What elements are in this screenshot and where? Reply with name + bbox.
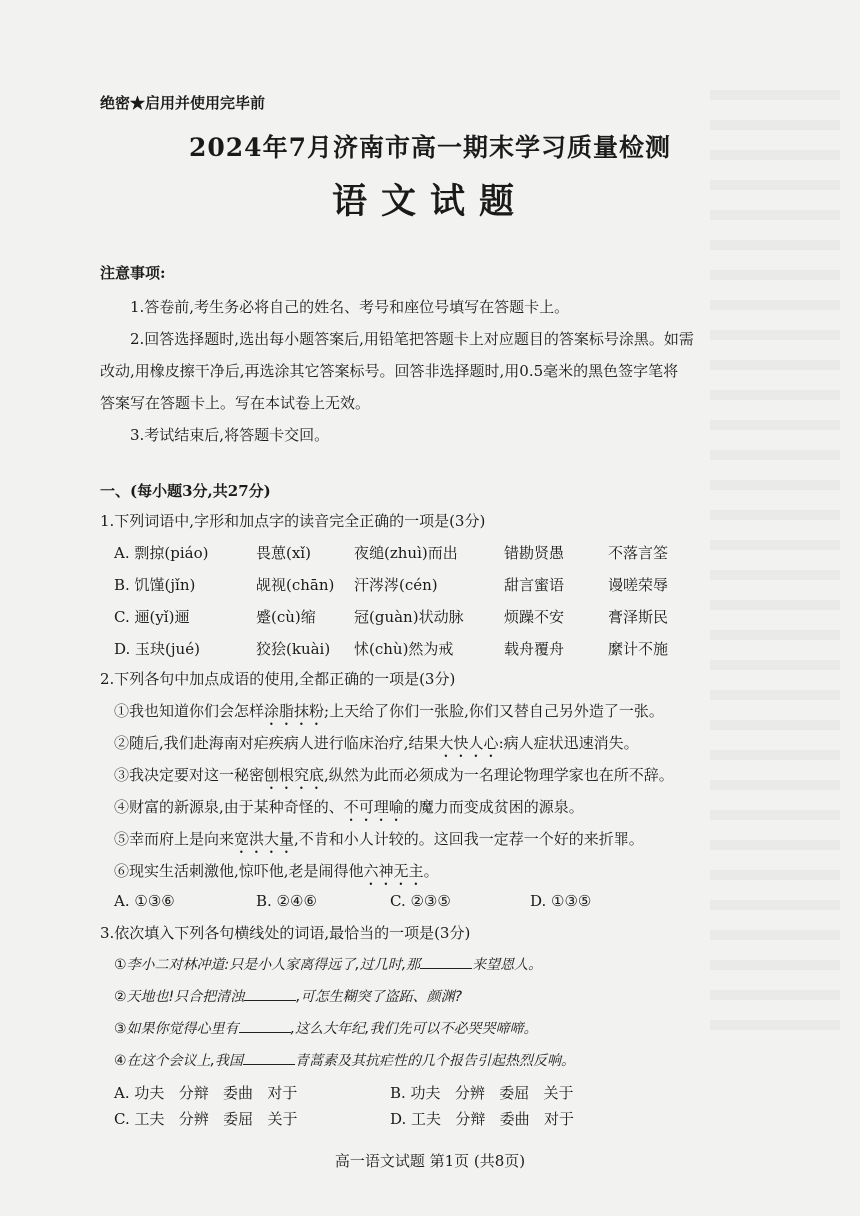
exam-subtitle: 语文试题 (331, 181, 528, 222)
q1-option-a-word2: 畏葸(xǐ) (256, 544, 311, 562)
notice-line: 2.回答选择题时,选出每小题答案后,用铅笔把答题卡上对应题目的答案标号涂黑。如需 (130, 330, 694, 348)
notice-line: 改动,用橡皮擦干净后,再选涂其它答案标号。回答非选择题时,用0.5毫米的黑色签字笔将 (100, 362, 679, 380)
section-heading: 一、(每小题3分,共27分) (100, 482, 271, 500)
q1-option-b-word5: 谩嗟荣辱 (608, 576, 669, 594)
q1-option-a-word1: A. 剽掠(piáo) (114, 544, 209, 562)
q2-idiom: 六神无主 (363, 862, 424, 880)
q1-option-c-word5: 膏泽斯民 (608, 608, 669, 626)
notice-heading: 注意事项: (100, 264, 166, 282)
question-2-stem: 2.下列各句中加点成语的使用,全都正确的一项是(3分) (100, 670, 456, 688)
bleed-through-shadow (710, 90, 840, 1050)
q1-option-d-word4: 载舟覆舟 (504, 640, 565, 658)
q1-option-c-word4: 烦躁不安 (504, 608, 565, 626)
q2-idiom: 不可理喻 (343, 798, 404, 816)
fill-blank (420, 954, 472, 969)
notice-line: 答案写在答题卡上。写在本试卷上无效。 (100, 394, 371, 412)
confidential-mark: 绝密★启用并使用完毕前 (100, 94, 266, 112)
q3-sentence-3: ③如果你觉得心里有 ,这么大年纪,我们先可以不必哭哭啼啼。 (114, 1018, 537, 1038)
q2-sentence-4: ④财富的新源泉,由于某种奇怪的、不可理喻的魔力而变成贫困的源泉。 (114, 798, 584, 816)
q3-option-a: A. 功夫 分辩 委曲 对于 (114, 1084, 298, 1102)
q3-option-b: B. 功夫 分辨 委屈 关于 (390, 1084, 574, 1102)
q2-option-d: D. ①③⑤ (530, 892, 592, 910)
q3-sentence-1: ①李小二对林冲道:只是小人家离得远了,过几时,那 来望恩人。 (114, 954, 542, 974)
q2-sentence-6: ⑥现实生活刺激他,惊吓他,老是闹得他六神无主。 (114, 862, 439, 880)
q1-option-c-word2: 蹙(cù)缩 (256, 608, 316, 626)
q2-option-b: B. ②④⑥ (256, 892, 317, 910)
notice-line: 1.答卷前,考生务必将自己的姓名、考号和座位号填写在答题卡上。 (130, 298, 570, 316)
q2-idiom: 大快人心 (438, 734, 499, 752)
q2-sentence-1: ①我也知道你们会怎样涂脂抹粉;上天给了你们一张脸,你们又替自己另外造了一张。 (114, 702, 664, 720)
q2-option-a: A. ①③⑥ (114, 892, 175, 910)
fill-blank (243, 1050, 295, 1065)
q3-option-c: C. 工夫 分辨 委屈 关于 (114, 1110, 298, 1128)
q1-option-d-word5: 縻计不施 (608, 640, 669, 658)
q1-option-b-word1: B. 饥馑(jǐn) (114, 576, 196, 594)
q1-option-a-word3: 夜缒(zhuì)而出 (354, 544, 458, 562)
q3-sentence-2: ②天地也!只合把清浊 ,可怎生糊突了盗跖、颜渊? (114, 986, 462, 1006)
q2-idiom: 宽洪大量 (234, 830, 295, 848)
q1-option-b-word3: 汗涔涔(cén) (354, 576, 438, 594)
q2-option-c: C. ②③⑤ (390, 892, 451, 910)
q3-option-d: D. 工夫 分辩 委曲 对于 (390, 1110, 575, 1128)
q1-option-b-word4: 甜言蜜语 (504, 576, 565, 594)
q1-option-c-word1: C. 逦(yǐ)逦 (114, 608, 190, 626)
fill-blank (239, 1018, 291, 1033)
page-footer: 高一语文试题 第1页 (共8页) (334, 1152, 526, 1170)
q1-option-d-word2: 狡狯(kuài) (256, 640, 331, 658)
q1-option-d-word1: D. 玉玦(jué) (114, 640, 200, 658)
q2-idiom: 涂脂抹粉 (264, 702, 325, 720)
exam-title: 2024年7月济南市高一期末学习质量检测 (189, 133, 671, 162)
notice-line: 3.考试结束后,将答题卡交回。 (130, 426, 330, 444)
q2-idiom: 刨根究底 (264, 766, 325, 784)
q1-option-b-word2: 觇视(chān) (256, 576, 335, 594)
q2-sentence-3: ③我决定要对这一秘密刨根究底,纵然为此而必须成为一名理论物理学家也在所不辞。 (114, 766, 674, 784)
q1-option-a-word4: 错勘贤愚 (504, 544, 565, 562)
q2-sentence-2: ②随后,我们赴海南对疟疾病人进行临床治疗,结果大快人心:病人症状迅速消失。 (114, 734, 639, 752)
q3-sentence-4: ④在这个会议上,我国 青蒿素及其抗疟性的几个报告引起热烈反响。 (114, 1050, 575, 1070)
question-3-stem: 3.依次填入下列各句横线处的词语,最恰当的一项是(3分) (100, 924, 471, 942)
fill-blank (244, 986, 296, 1001)
q1-option-a-word5: 不落言筌 (608, 544, 669, 562)
q1-option-c-word3: 冠(guàn)状动脉 (354, 608, 464, 626)
q2-sentence-5: ⑤幸而府上是向来宽洪大量,不肯和小人计较的。这回我一定荐一个好的来折罪。 (114, 830, 644, 848)
question-1-stem: 1.下列词语中,字形和加点字的读音完全正确的一项是(3分) (100, 512, 486, 530)
q1-option-d-word3: 怵(chù)然为戒 (354, 640, 454, 658)
